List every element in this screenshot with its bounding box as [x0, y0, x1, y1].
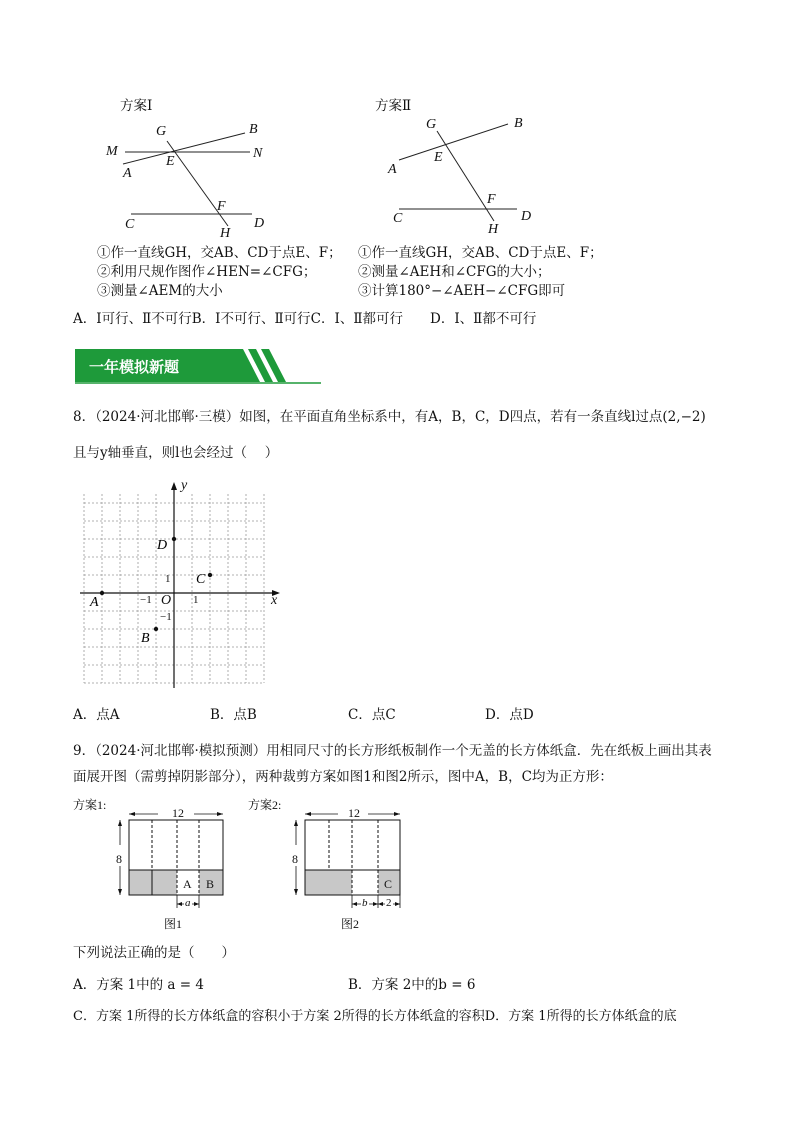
plan2-line-ab [399, 124, 508, 160]
fig1-arrow-w-left [129, 812, 135, 816]
point-label-a: A [90, 595, 99, 610]
y-axis-label: y [181, 478, 188, 493]
fig2-height-label: 8 [292, 852, 298, 866]
q8-stem-line1: 8．（2024·河北邯郸·三模）如图，在平面直角坐标系中，有A，B，C，D四点，若有一条直线l过点(2,−2) [73, 409, 706, 425]
q7-options: A．Ⅰ可行、Ⅱ不可行B．Ⅰ不可行、Ⅱ可行C．Ⅰ、Ⅱ都可行 D．Ⅰ、Ⅱ都不可行 [73, 311, 537, 327]
fig1-width-label: 12 [172, 806, 184, 820]
fig2-arrow-h-bottom [294, 889, 298, 895]
plan1-label-c: C [125, 217, 135, 232]
q8-option-a: A．点A [73, 707, 120, 723]
fig2-arrow-2-left [378, 902, 383, 906]
q9-option-cd: C．方案 1所得的长方体纸盒的容积小于方案 2所得的长方体纸盒的容积D．方案 1所得的长方体纸盒的底 [73, 1009, 677, 1024]
plan1-step-2: ②利用尺规作图作∠HEN=∠CFG； [97, 264, 317, 280]
tick-y-neg: −1 [160, 611, 172, 623]
fig1-arrow-h-bottom [118, 889, 122, 895]
fig1-plan-label: 方案1: [73, 798, 107, 812]
plan1-label-h: H [220, 226, 231, 241]
fig1-dim-a-label: a [185, 897, 191, 909]
fig2-plan-label: 方案2: [248, 798, 282, 812]
point-label-d: D [157, 538, 168, 553]
fig1-height-label: 8 [116, 852, 122, 866]
tick-x-pos: 1 [193, 594, 199, 606]
plan1-step-1: ①作一直线GH，交AB、CD于点E、F； [97, 245, 342, 261]
plan1-title: 方案Ⅰ [120, 98, 153, 114]
plan2-label-d: D [521, 209, 532, 224]
q8-stem-line2: 且与y轴垂直，则l也会经过（ ） [73, 445, 279, 461]
plan1-label-g: G [156, 124, 167, 139]
plan1-label-f: F [217, 199, 226, 214]
q9-stem-line1: 9．（2024·河北邯郸·模拟预测）用相同尺寸的长方形纸板制作一个无盖的长方体纸盒．先在纸板上画出其表 [73, 743, 712, 759]
q9-question: 下列说法正确的是（ ） [73, 945, 235, 961]
fig2-arrow-b-right [373, 902, 378, 906]
fig2-arrow-2-right [395, 902, 400, 906]
fig1-arrow-w-right [217, 812, 223, 816]
q8-option-b: B．点B [210, 707, 257, 723]
q9-stem-line2: 面展开图（需剪掉阴影部分），两种裁剪方案如图1和图2所示，图中A，B，C均为正方形： [73, 769, 613, 785]
plan1-label-d: D [254, 216, 265, 231]
fig1-arrow-a-left [177, 902, 182, 906]
points-layer [89, 537, 212, 646]
plan2-label-g: G [426, 117, 437, 132]
point-b [154, 627, 158, 631]
tick-x-neg: −1 [140, 594, 152, 606]
point-c [208, 573, 212, 577]
fig1-shaded-2 [152, 870, 177, 895]
plan2-label-e: E [434, 150, 443, 165]
fig2-arrow-w-left [305, 812, 311, 816]
plan1-step-3: ③测量∠AEM的大小 [97, 283, 223, 299]
tick-y-pos: 1 [165, 573, 171, 585]
plan1-label-n: N [253, 146, 263, 161]
plan2-step-1: ①作一直线GH，交AB、CD于点E、F； [358, 245, 603, 261]
fig2-width-label: 12 [348, 806, 360, 820]
q9-option-b: B．方案 2中的b = 6 [348, 977, 476, 993]
q8-coordinate-plane [80, 478, 290, 694]
x-axis-label: x [271, 593, 278, 608]
fig1-square-a-label: A [183, 877, 192, 891]
fig2-shaded [305, 870, 352, 895]
fig1-shaded-1 [129, 870, 152, 895]
banner-title: 一年模拟新题 [89, 358, 180, 376]
y-axis-arrow [171, 482, 177, 490]
plan2-line-gh [437, 131, 494, 221]
plan2-label-c: C [393, 211, 403, 226]
plan2-title: 方案Ⅱ [375, 98, 412, 114]
plan2-label-b: B [514, 116, 523, 131]
plan1-label-e: E [166, 154, 175, 169]
fig2-arrow-h-top [294, 820, 298, 826]
fig2-dim-2-label: 2 [386, 897, 392, 909]
q8-option-c: C．点C [348, 707, 396, 723]
point-label-b: B [141, 631, 150, 646]
plan2-label-a: A [388, 162, 397, 177]
point-label-c: C [196, 572, 206, 587]
fig2-arrow-b-left [352, 902, 357, 906]
fig2-caption: 图2 [341, 917, 360, 931]
section-banner [75, 349, 321, 384]
fig2-square-c-label: C [384, 877, 393, 891]
plan2-label-h: H [488, 222, 499, 237]
fig1-caption: 图1 [164, 917, 183, 931]
q8-option-d: D．点D [485, 707, 534, 723]
plan1-label-a: A [123, 166, 132, 181]
fig2-dim-b-label: b [362, 897, 368, 909]
origin-label: O [161, 593, 172, 608]
plan1-label-b: B [249, 122, 258, 137]
q9-option-a: A．方案 1中的 a = 4 [73, 977, 204, 993]
plan1-line-ab [123, 133, 245, 164]
fig1-arrow-h-top [118, 820, 122, 826]
plan2-step-3: ③计算180°−∠AEH−∠CFG即可 [358, 283, 566, 299]
fig1-arrow-a-right [194, 902, 199, 906]
plan2-step-2: ②测量∠AEH和∠CFG的大小； [358, 264, 551, 280]
point-d [172, 537, 176, 541]
point-a [100, 591, 104, 595]
plan2-label-f: F [487, 192, 496, 207]
plan1-label-m: M [106, 144, 118, 159]
fig2-arrow-w-right [394, 812, 400, 816]
fig1-square-b-label: B [206, 877, 215, 891]
